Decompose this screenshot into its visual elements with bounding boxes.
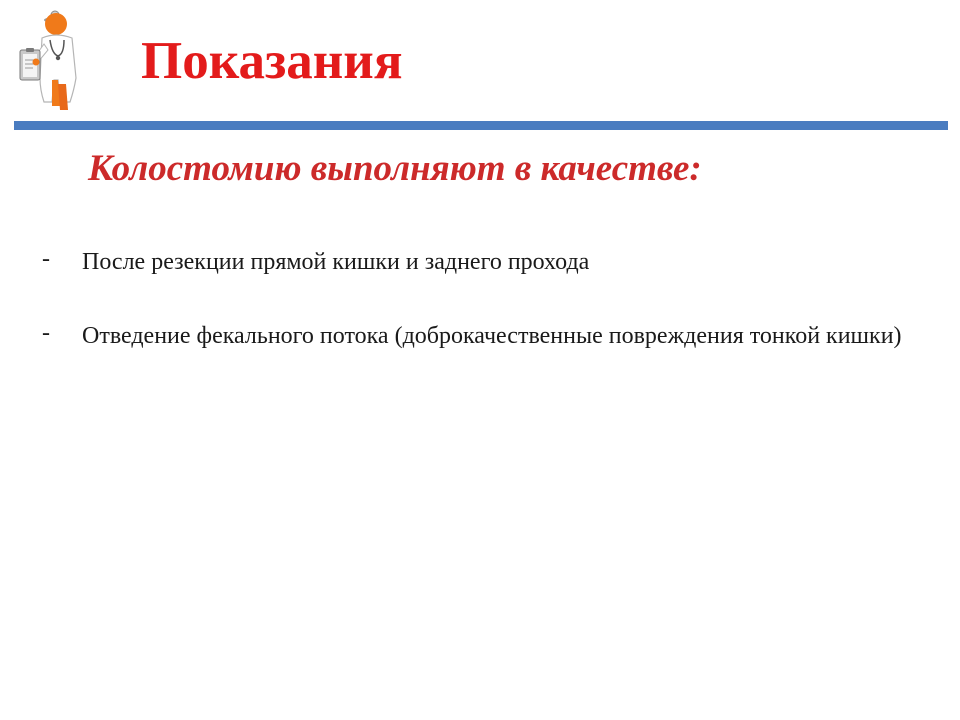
- indications-list: [42, 246, 902, 394]
- list-item: [42, 320, 902, 352]
- doctor-with-clipboard-icon: [14, 6, 86, 114]
- slide-title: Показания: [141, 32, 403, 90]
- slide-subtitle: Колостомию выполняют в качестве:: [88, 148, 702, 189]
- list-item: [42, 246, 902, 278]
- bullet-marker: -: [42, 320, 50, 346]
- list-item-text: После резекции прямой кишки и заднего прохода: [82, 249, 590, 275]
- bullet-marker: -: [42, 246, 50, 272]
- list-item-text: Отведение фекального потока (доброкачественные повреждения тонкой кишки): [82, 323, 902, 349]
- title-divider: [14, 121, 948, 130]
